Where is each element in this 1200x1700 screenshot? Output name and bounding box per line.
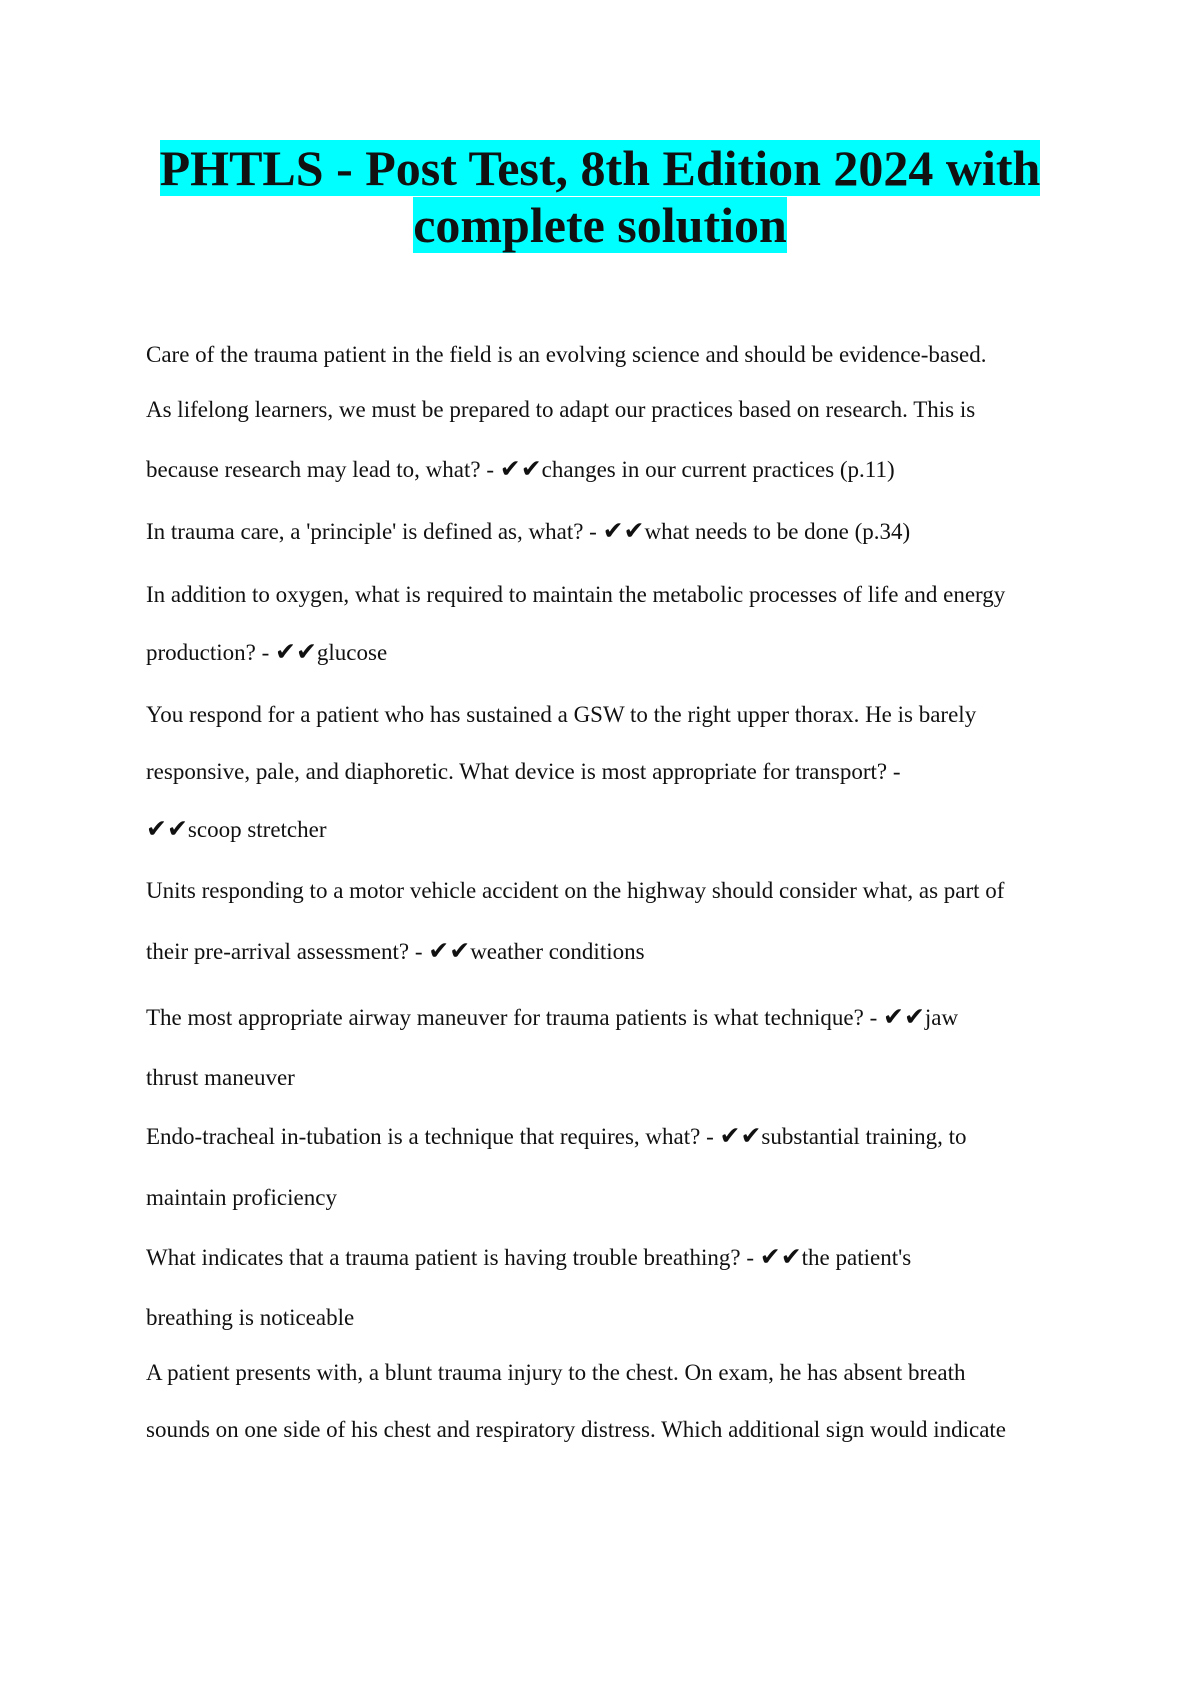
- question-4-line-1: You respond for a patient who has sustained a GSW to the right upper thorax. He is barely: [146, 702, 977, 727]
- check-mark-icon: ✔: [623, 518, 645, 545]
- check-mark-icon: ✔: [883, 1004, 904, 1031]
- answer-8-part-1: the patient's: [801, 1245, 912, 1270]
- question-5-line-1: Units responding to a motor vehicle accident on the highway should consider what, as part of: [146, 878, 1005, 903]
- document-title: [0, 140, 1200, 254]
- question-4-line-3: [146, 815, 327, 845]
- answer-8-part-2: breathing is noticeable: [146, 1305, 355, 1330]
- question-6-line-1: The most appropriate airway maneuver for trauma patients is what technique? - ✔✔jaw: [146, 1004, 959, 1031]
- answer-6-part-2: thrust maneuver: [146, 1065, 295, 1090]
- check-mark-icon: ✔: [520, 456, 542, 483]
- check-mark-icon: ✔: [146, 816, 167, 843]
- answer-2: what needs to be done (p.34): [644, 519, 911, 544]
- question-6-line-2: [146, 1063, 295, 1093]
- question-7-line-2: [146, 1183, 337, 1213]
- question-1-line-2: As lifelong learners, we must be prepared to adapt our practices based on research. This is: [146, 397, 976, 422]
- question-3-line-2: production? - ✔✔glucose: [146, 639, 388, 666]
- question-2-line-1: In trauma care, a 'principle' is defined as, what? - ✔✔what needs to be done (p.34): [146, 518, 911, 545]
- question-9-line-2: sounds on one side of his chest and respiratory distress. Which additional sign would indicate: [146, 1417, 1007, 1442]
- answer-7-part-1: substantial training, to: [761, 1124, 967, 1149]
- question-1-line-3: because research may lead to, what? - ✔✔changes in our current practices (p.11): [146, 456, 895, 483]
- check-mark-icon: ✔: [499, 456, 521, 483]
- answer-3: glucose: [316, 640, 388, 665]
- question-1-line-1: Care of the trauma patient in the field is an evolving science and should be evidence-based.: [146, 342, 987, 367]
- check-mark-icon: ✔: [295, 639, 317, 666]
- check-mark-icon: ✔: [166, 816, 188, 843]
- question-5-line-2: their pre-arrival assessment? - ✔✔weather conditions: [146, 938, 645, 965]
- check-mark-icon: ✔: [602, 518, 624, 545]
- check-mark-icon: ✔: [759, 1244, 781, 1271]
- answer-7-part-2: maintain proficiency: [146, 1185, 337, 1210]
- answer-6-part-1: jaw: [924, 1005, 959, 1030]
- question-3-line-1: In addition to oxygen, what is required to maintain the metabolic processes of life and energy: [146, 582, 1006, 607]
- check-mark-icon: ✔: [719, 1123, 741, 1150]
- question-9-line-1: A patient presents with, a blunt trauma injury to the chest. On exam, he has absent breath: [146, 1360, 966, 1385]
- check-mark-icon: ✔: [449, 938, 471, 965]
- answer-4: scoop stretcher: [187, 817, 327, 842]
- check-mark-icon: ✔: [740, 1123, 762, 1150]
- question-8-line-1: What indicates that a trauma patient is having trouble breathing? - ✔✔the patient's: [146, 1244, 912, 1271]
- answer-5: weather conditions: [470, 939, 645, 964]
- check-mark-icon: ✔: [780, 1244, 802, 1271]
- check-mark-icon: ✔: [275, 639, 296, 666]
- title-line-1: PHTLS - Post Test, 8th Edition 2024 with: [159, 140, 1041, 196]
- question-7-line-1: Endo-tracheal in-tubation is a technique that requires, what? - ✔✔substantial training, to: [146, 1123, 967, 1150]
- question-8-line-2: [146, 1303, 354, 1333]
- check-mark-icon: ✔: [428, 938, 450, 965]
- check-mark-icon: ✔: [903, 1004, 925, 1031]
- answer-1: changes in our current practices (p.11): [541, 457, 895, 482]
- title-line-2: complete solution: [413, 197, 787, 253]
- question-4-line-2: responsive, pale, and diaphoretic. What device is most appropriate for transport? -: [146, 759, 901, 784]
